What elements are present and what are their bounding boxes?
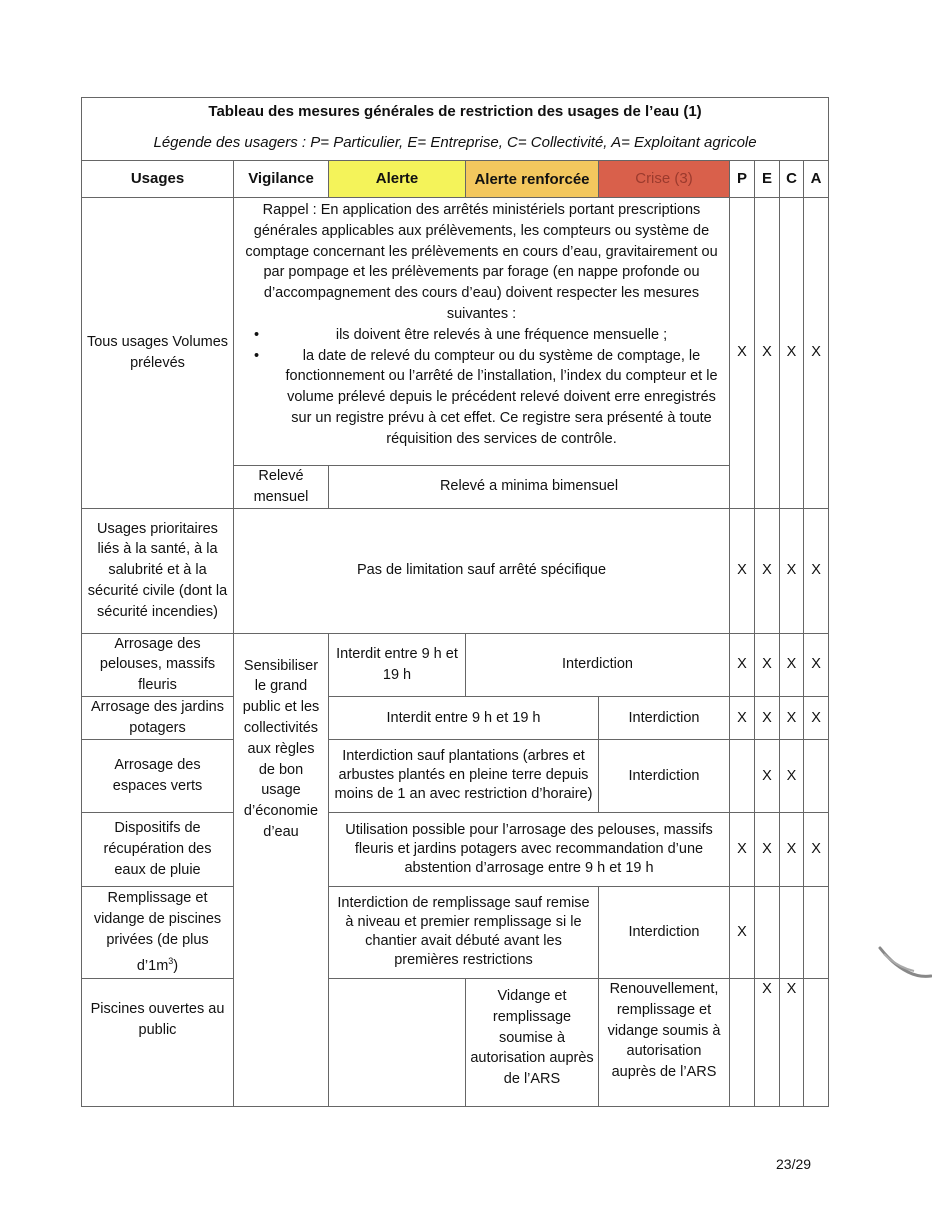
vigilance-sensibiliser: Sensibiliser le grand public et les collectivités aux règles de bon usage d’économie d’eau [234,633,329,1106]
cell-a [804,739,829,812]
header-crise: Crise (3) [599,161,730,198]
cell-c: X [780,508,804,633]
crise-potagers: Interdiction [599,696,730,739]
measure-espaces-verts: Interdiction sauf plantations (arbres et arbustes plantés en pleine terre depuis moins de 1 an avec restriction d’horaire) [329,739,599,812]
header-row [82,161,829,198]
restriction-table [81,97,829,1107]
crise-espaces-verts: Interdiction [599,739,730,812]
cell-a: X [804,696,829,739]
header-p: P [730,161,755,198]
cell-e: X [755,696,780,739]
cell-a [804,978,829,1106]
table-row [82,739,829,812]
cell-p [730,739,755,812]
crise-piscines-publiques: Renouvellement, remplissage et vidange soumis à autorisation auprès de l’ARS [599,978,730,1106]
header-alerte: Alerte [329,161,466,198]
header-vigilance: Vigilance [234,161,329,198]
usage-piscines-publiques: Piscines ouvertes au public [82,978,234,1106]
cell-p: X [730,696,755,739]
cell-e: X [755,633,780,696]
cell-e: X [755,739,780,812]
measure-eaux-pluie: Utilisation possible pour l’arrosage des pelouses, massifs fleuris et jardins potagers avec recommandation d’une abstention d’arrosage entre 9 h et 19 h [329,812,730,886]
cell-e: X [755,812,780,886]
header-alerte-renforcee: Alerte renforcée [466,161,599,198]
table-row [82,886,829,978]
cell-c: X [780,978,804,1106]
alerte-piscines-publiques [329,978,466,1106]
cell-e: X [755,978,780,1106]
cell-a: X [804,198,829,509]
renforcee-piscines-publiques: Vidange et remplissage soumise à autorisation auprès de l’ARS [466,978,599,1106]
cell-c [780,886,804,978]
cell-p: X [730,198,755,509]
table-row [82,198,829,466]
cell-c: X [780,812,804,886]
header-e: E [755,161,780,198]
measure-potagers: Interdit entre 9 h et 19 h [329,696,599,739]
usage-pelouses: Arrosage des pelouses, massifs fleuris [82,633,234,696]
cell-a: X [804,812,829,886]
cell-a [804,886,829,978]
alerte-pelouses: Interdit entre 9 h et 19 h [329,633,466,696]
rappel-bullet: • ils doivent être relevés à une fréquence mensuelle ; [278,325,725,346]
cell-p: X [730,508,755,633]
cell-e: X [755,508,780,633]
cell-a: X [804,508,829,633]
header-c: C [780,161,804,198]
usage-tous-usages: Tous usages Volumes prélevés [82,198,234,509]
cell-a: X [804,633,829,696]
table-row [82,633,829,696]
cell-p [730,978,755,1106]
header-usages: Usages [82,161,234,198]
cell-e: X [755,198,780,509]
table-title: Tableau des mesures générales de restriction des usages de l’eau (1) [82,98,829,127]
table-row [82,508,829,633]
measure-releve: Relevé a minima bimensuel [329,466,730,509]
table-row [82,978,829,1106]
table-row [82,696,829,739]
cell-c: X [780,198,804,509]
crise-piscines-privees: Interdiction [599,886,730,978]
cell-p: X [730,812,755,886]
usage-espaces-verts: Arrosage des espaces verts [82,739,234,812]
measure-piscines-privees: Interdiction de remplissage sauf remise à niveau et premier remplissage si le chantier avait débuté avant les premières restrictions [329,886,599,978]
header-a: A [804,161,829,198]
rappel-list [238,325,725,450]
page-number: 23/29 [776,1156,812,1172]
cell-p: X [730,886,755,978]
cell-e [755,886,780,978]
table-legend: Légende des usagers : P= Particulier, E= Entreprise, C= Collectivité, A= Exploitant agricole [82,126,829,161]
usage-prioritaires: Usages prioritaires liés à la santé, à la salubrité et à la sécurité civile (dont la sécurité incendies) [82,508,234,633]
cell-c: X [780,739,804,812]
usage-eaux-pluie: Dispositifs de récupération des eaux de pluie [82,812,234,886]
usage-piscines-privees: Remplissage et vidange de piscines privées (de plus $d’1m^3$) [82,886,234,978]
measure-pelouses: Interdiction [466,633,730,696]
vigilance-releve: Relevé mensuel [234,466,329,509]
scan-smudge-icon [878,944,932,982]
rappel-text [234,198,730,466]
usage-potagers: Arrosage des jardins potagers [82,696,234,739]
cell-c: X [780,696,804,739]
table-row [82,812,829,886]
rappel-intro: Rappel : En application des arrêtés ministériels portant prescriptions générales applicables aux prélèvements, les compteurs ou système de comptage concernant les prélèvements en cours d’eau, gravitairement ou par pompage et les prélèvements par forage (en nappe profonde ou d’accompagnement des cours d’eau) doivent respecter les mesures suivantes : [245,202,718,322]
rappel-bullet: • la date de relevé du compteur ou du système de comptage, le fonctionnement ou l’arrêté de l’installation, l’index du compteur et le volume prélevé depuis le précédent relevé doivent erre enregistrés sur un registre prévu à cet effet. Ce registre sera présenté à toute réquisition des services de contrôle. [278,346,725,450]
cell-c: X [780,633,804,696]
cell-p: X [730,633,755,696]
measure-prioritaires: Pas de limitation sauf arrêté spécifique [234,508,730,633]
